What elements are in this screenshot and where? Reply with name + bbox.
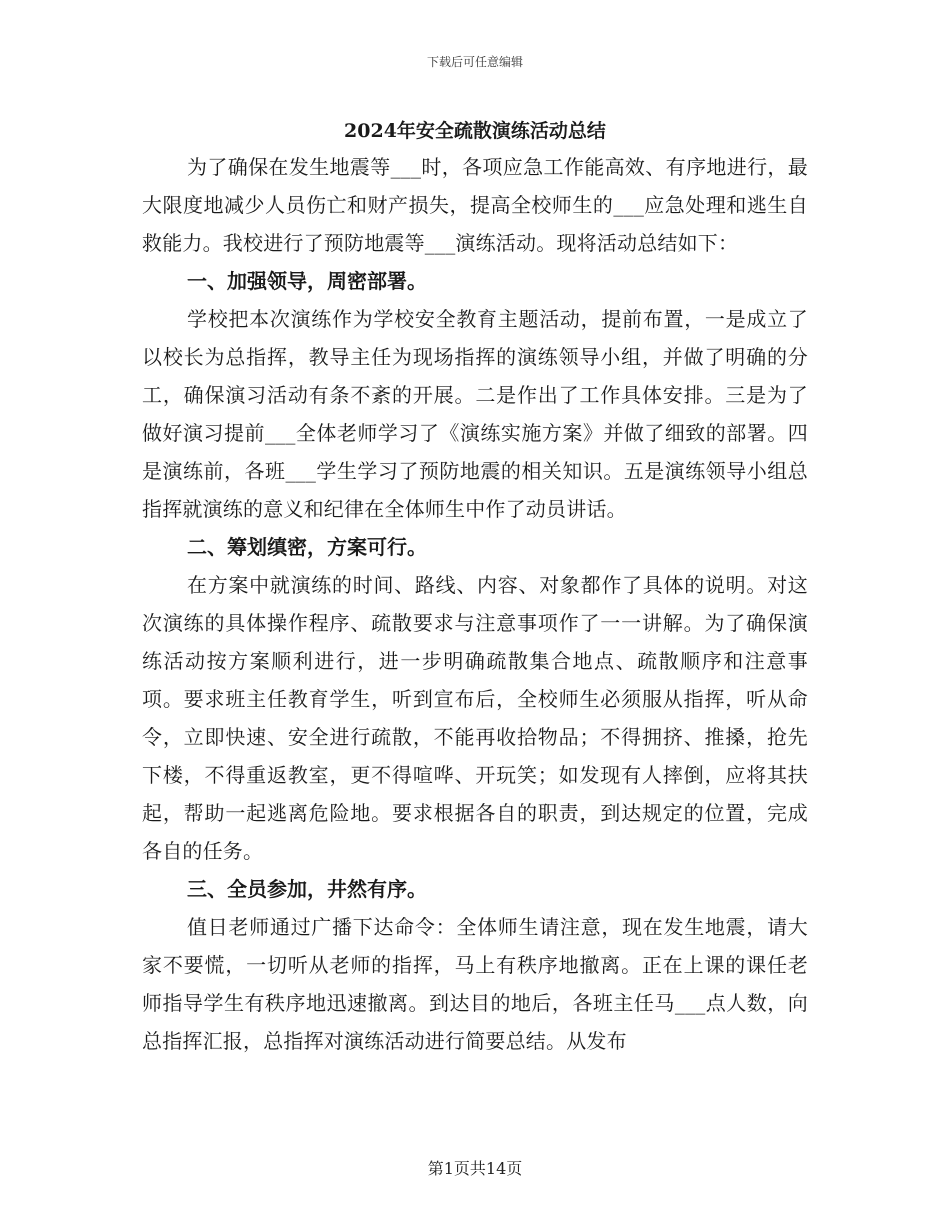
section-paragraph-3: 值日老师通过广播下达命令：全体师生请注意，现在发生地震，请大家不要慌，一切听从老师的指挥，马上有秩序地撤离。正在上课的课任老师指导学生有秩序地迅速撤离。到达目的地后，各班主任马___点人数，向总指挥汇报，总指挥对演练活动进行简要总结。从发布 bbox=[142, 915, 808, 1053]
section-heading-1: 一、加强领导，周密部署。 bbox=[187, 269, 427, 293]
document-body bbox=[142, 148, 808, 1060]
section-paragraph-1: 学校把本次演练作为学校安全教育主题活动，提前布置，一是成立了以校长为总指挥，教导主任为现场指挥的演练领导小组，并做了明确的分工，确保演习活动有条不紊的开展。二是作出了工作具体安排。三是为了做好演习提前___全体老师学习了《演练实施方案》并做了细致的部署。四是演练前，各班___学生学习了预防地震的相关知识。五是演练领导小组总指挥就演练的意义和纪律在全体师生中作了动员讲话。 bbox=[142, 307, 808, 521]
section-heading-3: 三、全员参加，井然有序。 bbox=[187, 877, 427, 901]
intro-paragraph: 为了确保在发生地震等___时，各项应急工作能高效、有序地进行，最大限度地减少人员伤亡和财产损失，提高全校师生的___应急处理和逃生自救能力。我校进行了预防地震等___演练活动。现将活动总结如下： bbox=[142, 155, 808, 255]
page-header-note: 下载后可任意编辑 bbox=[426, 55, 523, 69]
section-heading-2: 二、筹划缜密，方案可行。 bbox=[187, 535, 427, 559]
page-number: 第1页共14页 bbox=[427, 1159, 523, 1178]
section-paragraph-2: 在方案中就演练的时间、路线、内容、对象都作了具体的说明。对这次演练的具体操作程序、疏散要求与注意事项作了一一讲解。为了确保演练活动按方案顺利进行，进一步明确疏散集合地点、疏散顺序和注意事项。要求班主任教育学生，听到宣布后，全校师生必须服从指挥，听从命令，立即快速、安全进行疏散，不能再收拾物品；不得拥挤、推搡，抢先下楼，不得重返教室，更不得喧哗、开玩笑；如发现有人摔倒，应将其扶起，帮助一起逃离危险地。要求根据各自的职责，到达规定的位置，完成各自的任务。 bbox=[142, 573, 808, 863]
document-title: 2024年安全疏散演练活动总结 bbox=[344, 120, 606, 142]
